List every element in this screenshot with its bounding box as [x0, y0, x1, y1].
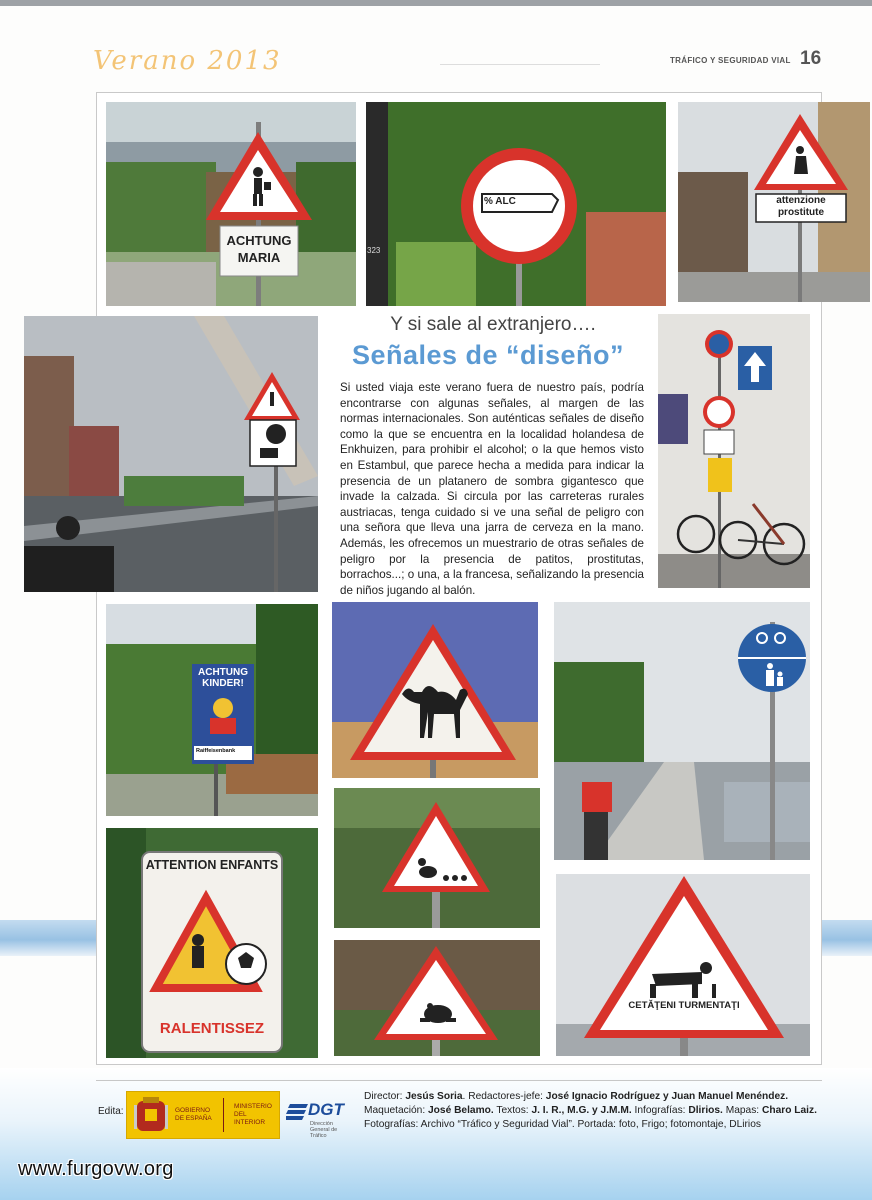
photo-attenzione-prostitute	[678, 102, 870, 302]
maria-plate	[220, 232, 298, 266]
director-name: Jesús Soria	[405, 1091, 463, 1102]
photo-cycle-path	[554, 602, 810, 860]
street-signs-illustration	[658, 314, 810, 588]
frog-sign-illustration	[334, 940, 540, 1056]
dgt-logo	[286, 1098, 354, 1139]
dgt-subtitle: Dirección General de Tráfico	[310, 1121, 338, 1139]
site-watermark: www.furgovw.org	[18, 1158, 174, 1180]
enfants-bottom-text: RALENTISSEZ	[159, 1020, 265, 1037]
credits-block	[364, 1090, 826, 1131]
maria-plate-line-1: ACHTUNG	[226, 233, 292, 248]
textos-names: J. I. R., M.G. y J.M.M.	[531, 1104, 632, 1116]
maquetacion-label: Maquetación:	[364, 1104, 426, 1116]
issue-season: Verano 2013	[93, 46, 282, 76]
mapas-label: Mapas:	[725, 1104, 760, 1116]
photo-ducks-sign	[334, 788, 540, 928]
maquetacion-name: José Belamo.	[428, 1104, 494, 1116]
photo-attention-enfants	[106, 828, 318, 1058]
gobierno-label: GOBIERNO DE ESPAÑA	[175, 1107, 212, 1122]
fotografias-credit: Archivo “Tráfico y Seguridad Vial”. Portada: foto, Frigo; fotomontaje, DLirios	[420, 1118, 761, 1130]
kinder-title-line-1: ACHTUNG	[198, 667, 248, 678]
pole-number: 323	[367, 246, 381, 255]
logo-separator	[223, 1098, 224, 1132]
article-kicker: Y si sale al extranjero….	[390, 314, 596, 335]
infografias-name: Dlirios.	[688, 1104, 723, 1116]
kinder-bank: Raiffeisenbank	[196, 748, 236, 754]
maria-plate-line-2: MARIA	[237, 250, 281, 265]
textos-label: Textos:	[496, 1104, 529, 1116]
photo-drunk-sign	[556, 874, 810, 1056]
infografias-label: Infografías:	[634, 1104, 686, 1116]
photo-achtung-kinder	[106, 604, 318, 816]
fotografias-label: Fotografías:	[364, 1118, 419, 1130]
kinder-billboard-illustration	[106, 604, 318, 816]
enfants-top-text: ATTENTION ENFANTS	[145, 858, 279, 872]
drunk-sign-illustration	[556, 874, 810, 1056]
prostitute-plate-line-2: prostitute	[777, 207, 825, 218]
section-name: TRÁFICO Y SEGURIDAD VIAL	[670, 56, 791, 65]
ministerio-label: MINISTERIO DEL INTERIOR	[234, 1103, 272, 1126]
dgt-mark-icon	[286, 1102, 308, 1122]
article-body: Si usted viaja este verano fuera de nuestro país, podría encontrarse con algunas señales, al margen de las normas internacionales. Son auténticas señales de diseño como la que se encuentra en la localidad holandesa de Enkhuizen, para prohibir el alcohol; o la que hemos visto en Estambul, que parece hecha a medida para indicar la presencia de un platanero de sombra gigantesco que invade la calzada. Si circula por las carreteras rurales austriacas, tenga cuidado si ve una señal de peligro con una señora que lleva una jarra de cerveza en la mano. Además, les ofrecemos un muestrario de otras señales de peligro por la presencia de patitos, prostitutas, borrachos...; o una, a la francesa, señalizando la presencia de niños jugando al balón.	[340, 381, 644, 597]
director-label: Director:	[364, 1091, 403, 1102]
kinder-title-line-2: KINDER!	[202, 678, 244, 689]
photo-street-signs	[658, 314, 810, 588]
dgt-wordmark: DGT	[308, 1100, 344, 1119]
prostitute-plate-line-1: attenzione	[776, 195, 826, 206]
photo-achtung-maria	[106, 102, 356, 306]
drunk-plate: CETĂŢENI TURMENTAŢI	[628, 1000, 740, 1011]
cycle-path-illustration	[554, 602, 810, 860]
prostitute-plate	[756, 195, 846, 219]
photo-tree-sign	[24, 316, 318, 592]
redactores-names: José Ignacio Rodríguez y Juan Manuel Menéndez.	[545, 1091, 789, 1102]
scan-edge	[0, 0, 872, 6]
alcohol-bottle-label: % ALC	[484, 196, 516, 207]
mapas-name: Charo Laiz.	[762, 1104, 817, 1116]
article-block	[318, 312, 656, 597]
camel-sign-illustration	[332, 602, 538, 778]
gobierno-logo	[126, 1091, 280, 1139]
coat-of-arms-icon	[133, 1095, 169, 1135]
page-number: 16	[800, 48, 822, 69]
edita-label: Edita:	[98, 1106, 124, 1117]
ducks-sign-illustration	[334, 788, 540, 928]
redactores-label: . Redactores-jefe:	[462, 1091, 543, 1102]
photo-no-alcohol	[366, 102, 666, 306]
footer-rule	[96, 1080, 822, 1081]
header-rule	[440, 64, 600, 65]
achtung-maria-illustration	[106, 102, 356, 306]
kinder-title	[192, 667, 254, 689]
no-alcohol-illustration	[366, 102, 666, 306]
photo-camel-sign	[332, 602, 538, 778]
tree-sign-illustration	[24, 316, 318, 592]
article-headline: Señales de “diseño”	[351, 340, 625, 370]
photo-frog-sign	[334, 940, 540, 1056]
